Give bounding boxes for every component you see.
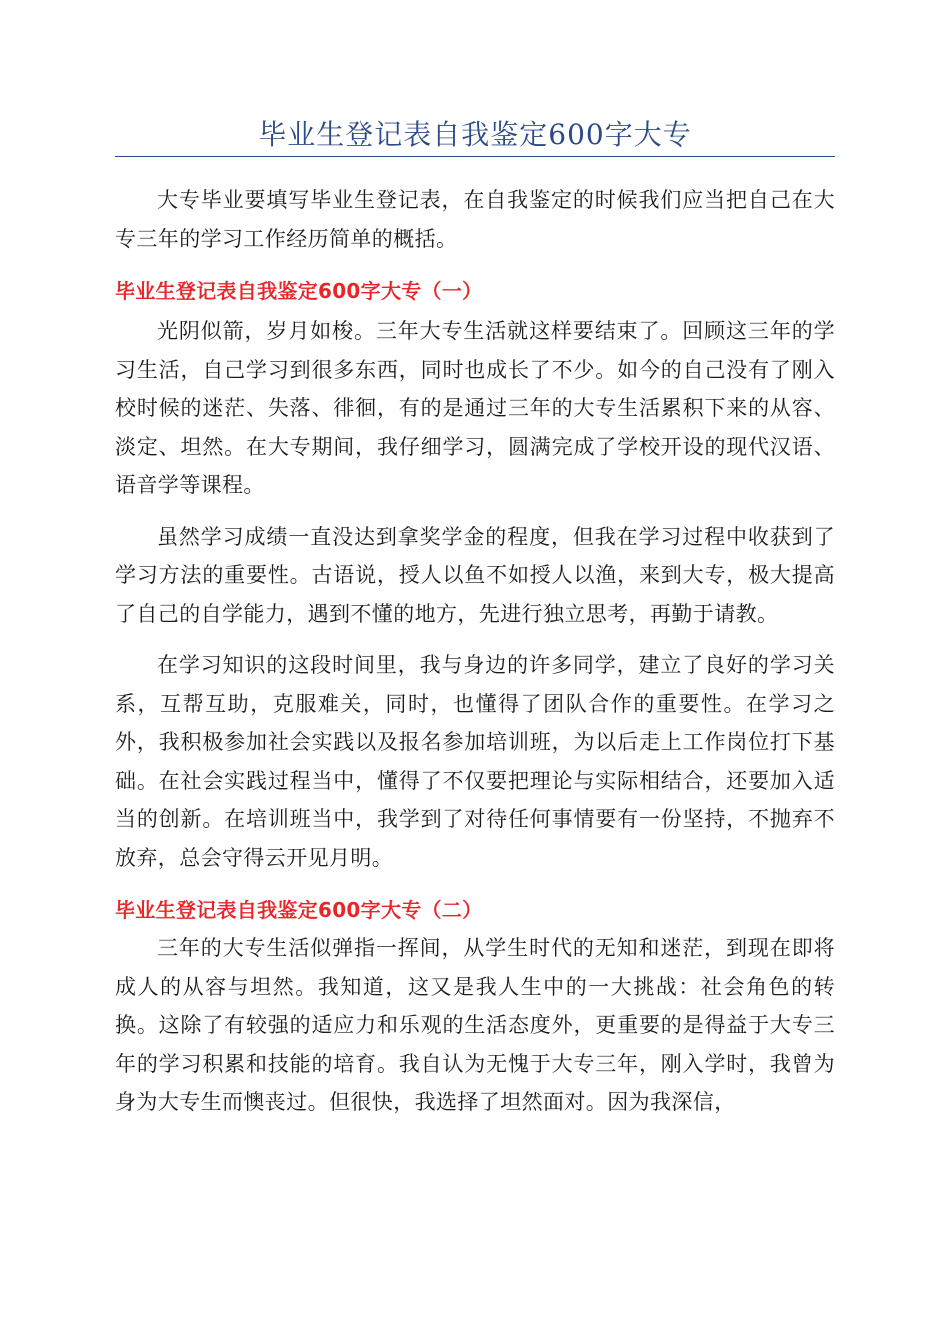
section-2-paragraph-1: 三年的大专生活似弹指一挥间，从学生时代的无知和迷茫，到现在即将成人的从容与坦然。我知道，这又是我人生中的一大挑战：社会角色的转换。这除了有较强的适应力和乐观的生活态度外，更重要的是得益于大专三年的学习积累和技能的培育。我自认为无愧于大专三年，刚入学时，我曾为身为大专生而懊丧过。但很快，我选择了坦然面对。因为我深信， [115, 936, 835, 1114]
section-heading-1: 毕业生登记表自我鉴定600字大专（一） [115, 279, 483, 303]
page-title: 毕业生登记表自我鉴定600字大专 [258, 118, 692, 151]
section-1-paragraph-2: 虽然学习成绩一直没达到拿奖学金的程度，但我在学习过程中收获到了学习方法的重要性。古语说，授人以鱼不如授人以渔，来到大专，极大提高了自己的自学能力，遇到不懂的地方，先进行独立思考，再勤于请教。 [115, 524, 835, 626]
section-1-paragraph-1: 光阴似箭，岁月如梭。三年大专生活就这样要结束了。回顾这三年的学习生活，自己学习到很多东西，同时也成长了不少。如今的自己没有了刚入校时候的迷茫、失落、徘徊，有的是通过三年的大专生活累积下来的从容、淡定、坦然。在大专期间，我仔细学习，圆满完成了学校开设的现代汉语、语音学等课程。 [115, 319, 835, 497]
title-underline [115, 156, 835, 157]
section-heading-2: 毕业生登记表自我鉴定600字大专（二） [115, 898, 483, 922]
document-page [115, 0, 835, 1122]
intro-paragraph: 大专毕业要填写毕业生登记表，在自我鉴定的时候我们应当把自己在大专三年的学习工作经历简单的概括。 [115, 188, 835, 251]
section-1-paragraph-3: 在学习知识的这段时间里，我与身边的许多同学，建立了良好的学习关系，互帮互助，克服难关，同时，也懂得了团队合作的重要性。在学习之外，我积极参加社会实践以及报名参加培训班，为以后走上工作岗位打下基础。在社会实践过程当中，懂得了不仅要把理论与实际相结合，还要加入适当的创新。在培训班当中，我学到了对待任何事情要有一份坚持，不抛弃不放弃，总会守得云开见月明。 [115, 653, 835, 870]
